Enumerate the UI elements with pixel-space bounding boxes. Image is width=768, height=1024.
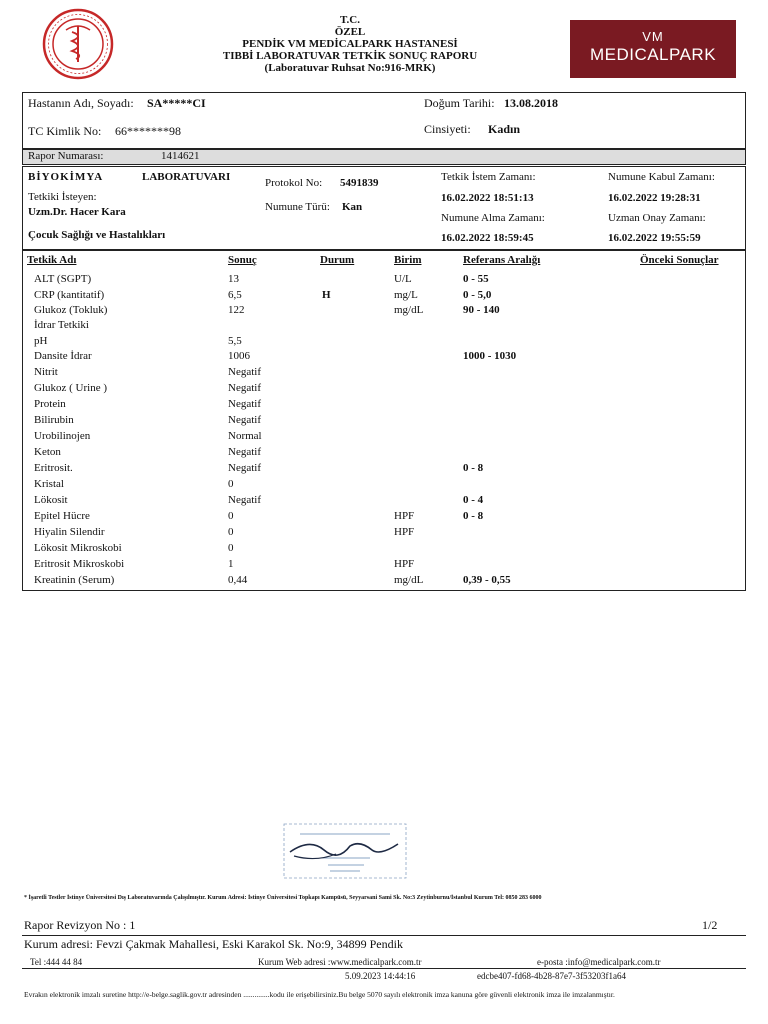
requester-label: Tetkiki İsteyen: (28, 191, 97, 203)
test-name: Epitel Hücre (34, 510, 90, 522)
test-name: Glukoz ( Urine ) (34, 382, 108, 394)
external-lab-note: * İşaretli Testler İstinye Üniversitesi Dış Laboratuvarında Çalışılmıştır. Kurum Adresi: İstinye Üniversitesi Topkapı Kampüsü, Seyyarsani Sami Sk. No:3 Zeytinburnu/İstanbul Kurum Tel: 0850 283 6000 (24, 895, 542, 901)
test-result: 0 (228, 526, 234, 538)
test-reference: 0 - 8 (463, 462, 484, 474)
test-unit: HPF (394, 510, 415, 522)
print-timestamp: 5.09.2023 14:44:16 (345, 971, 416, 981)
test-unit: mg/L (394, 289, 418, 301)
test-result: 5,5 (228, 335, 242, 347)
test-result: Negatif (228, 462, 261, 474)
accept-time: 16.02.2022 19:28:31 (608, 192, 701, 204)
e-signature-note: Evrakın elektronik imzalı suretine http://e-belge.saglik.gov.tr adresinden ..............kodu ile erişebilirsiniz.Bu belge 5070 sayılı elektronik imza kanuna göre güvenli elektronik imza ile imzalanmıştır. (24, 990, 615, 999)
test-name: CRP (kantitatif) (34, 289, 105, 301)
sample-time: 16.02.2022 18:59:45 (441, 232, 534, 244)
test-reference: 0,39 - 0,55 (463, 574, 511, 586)
test-name: Urobilinojen (34, 430, 91, 442)
test-unit: mg/dL (394, 574, 424, 586)
gender-value: Kadın (488, 122, 521, 136)
col-header-prev: Önceki Sonuçlar (640, 254, 719, 266)
dob-label: Doğum Tarihi: (424, 96, 495, 110)
accept-time-label: Numune Kabul Zamanı: (608, 171, 715, 183)
dob-value: 13.08.2018 (504, 96, 558, 110)
test-name: Protein (34, 398, 66, 410)
col-header-result: Sonuç (228, 254, 257, 266)
request-time-label: Tetkik İstem Zamanı: (441, 171, 536, 183)
test-name: Glukoz (Tokluk) (34, 304, 108, 316)
test-result: Negatif (228, 414, 261, 426)
test-result: Negatif (228, 446, 261, 458)
test-name: Bilirubin (34, 414, 74, 426)
approve-time: 16.02.2022 19:55:59 (608, 232, 701, 244)
test-result: 0 (228, 542, 234, 554)
sample-time-label: Numune Alma Zamanı: (441, 212, 545, 224)
test-name: Hiyalin Silendir (34, 526, 105, 538)
test-reference: 0 - 55 (463, 273, 489, 285)
test-result: 6,5 (228, 289, 242, 301)
approve-time-label: Uzman Onay Zamanı: (608, 212, 706, 224)
test-name: Lökosit (34, 494, 68, 506)
department-name: Çocuk Sağlığı ve Hastalıkları (28, 229, 166, 241)
test-result: 0 (228, 510, 234, 522)
institution-email: e-posta :info@medicalpark.com.tr (537, 957, 661, 967)
col-header-test: Tetkik Adı (27, 254, 77, 266)
test-name: Nitrit (34, 366, 58, 378)
report-number-bar (22, 149, 746, 165)
tc-label: TC Kimlik No: (28, 124, 102, 138)
test-name: Kreatinin (Serum) (34, 574, 115, 586)
test-name: Eritrosit. (34, 462, 73, 474)
page-number: 1/2 (702, 918, 718, 932)
protocol-number: 5491839 (340, 177, 379, 189)
test-unit: U/L (394, 273, 412, 285)
footer-divider (22, 935, 746, 936)
test-result: 1 (228, 558, 234, 570)
test-result: Negatif (228, 494, 261, 506)
institution-tel: Tel :444 44 84 (30, 957, 83, 967)
patient-name: SA*****CI (147, 96, 206, 110)
test-name: Kristal (34, 478, 64, 490)
sample-type-label: Numune Türü: (265, 201, 330, 213)
institution-address: Kurum adresi: Fevzi Çakmak Mahallesi, Eski Karakol Sk. No:9, 34899 Pendik (24, 937, 403, 951)
gender-label: Cinsiyeti: (424, 122, 471, 136)
institution-web: Kurum Web adresi :www.medicalpark.com.tr (258, 957, 422, 967)
test-unit: HPF (394, 558, 415, 570)
test-status: H (322, 289, 331, 301)
sample-type: Kan (342, 201, 363, 213)
test-result: 0 (228, 478, 234, 490)
tc-value: 66*******98 (115, 124, 181, 138)
test-name: Eritrosit Mikroskobi (34, 558, 125, 570)
test-unit: mg/dL (394, 304, 424, 316)
test-name: Dansite İdrar (34, 350, 92, 362)
test-reference: 1000 - 1030 (463, 350, 517, 362)
test-result: Negatif (228, 366, 261, 378)
test-name: Keton (34, 446, 61, 458)
test-name: ALT (SGPT) (34, 273, 92, 285)
col-header-status: Durum (320, 254, 355, 266)
document-hash: edcbe407-fd68-4b28-87e7-3f53203f1a64 (477, 971, 626, 981)
test-reference: 0 - 4 (463, 494, 484, 506)
logo-vm: VM (642, 29, 664, 44)
license-line: (Laboratuvar Ruhsat No:916-MRK) (264, 62, 436, 74)
test-result: Normal (228, 430, 262, 442)
col-header-unit: Birim (394, 254, 422, 266)
test-reference: 90 - 140 (463, 304, 500, 316)
footer-divider-2 (22, 968, 746, 969)
test-result: 1006 (228, 350, 250, 362)
lab-dept: BİYOKİMYA (28, 171, 104, 183)
header-line-ozel: ÖZEL (334, 26, 366, 38)
report-number-label: Rapor Numarası: (28, 150, 104, 162)
lab-name: LABORATUVARI (142, 171, 231, 183)
test-result: Negatif (228, 398, 261, 410)
test-result: 122 (228, 304, 245, 316)
patient-name-label: Hastanın Adı, Soyadı: (28, 96, 134, 110)
request-time: 16.02.2022 18:51:13 (441, 192, 534, 204)
test-reference: 0 - 8 (463, 510, 484, 522)
test-name: Lökosit Mikroskobi (34, 542, 122, 554)
signature-stamp (280, 820, 410, 882)
header-line-tc: T.C. (340, 14, 360, 26)
report-title: TIBBİ LABORATUVAR TETKİK SONUÇ RAPORU (222, 50, 478, 62)
report-number: 1414621 (161, 150, 200, 162)
col-header-ref: Referans Aralığı (463, 254, 541, 266)
revision-number: Rapor Revizyon No : 1 (24, 918, 136, 932)
hospital-name: PENDİK VM MEDİCALPARK HASTANESİ (242, 38, 458, 50)
test-name: pH (34, 335, 48, 347)
logo-medicalpark: MEDICALPARK (589, 45, 717, 64)
protocol-label: Protokol No: (265, 177, 323, 189)
test-unit: HPF (394, 526, 415, 538)
test-result: 13 (228, 273, 239, 285)
test-name: İdrar Tetkiki (34, 319, 89, 331)
medicalpark-logo (570, 20, 736, 78)
test-result: 0,44 (228, 574, 248, 586)
doctor-name: Uzm.Dr. Hacer Kara (28, 206, 126, 218)
test-reference: 0 - 5,0 (463, 289, 492, 301)
results-table (22, 250, 746, 591)
test-result: Negatif (228, 382, 261, 394)
ministry-seal (42, 8, 114, 80)
